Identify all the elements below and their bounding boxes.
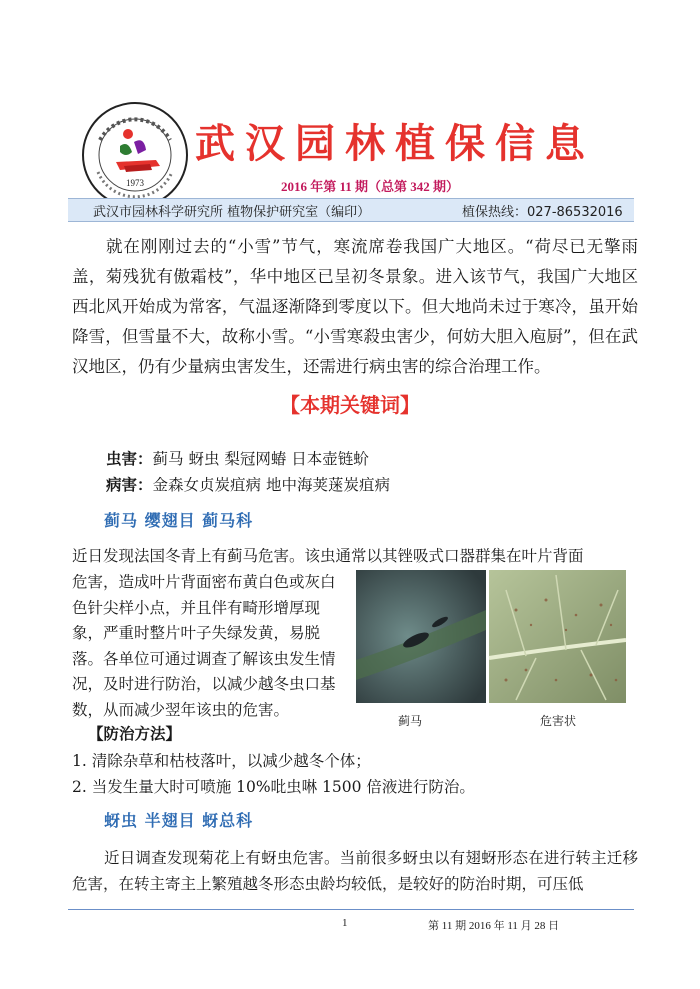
disease-keywords <box>106 473 390 495</box>
page-number: 1 <box>342 917 348 929</box>
disease-items: 金森女贞炭疽病 地中海荚蒾炭疽病 <box>152 476 390 494</box>
thrips-photos <box>356 570 626 703</box>
aphid-paragraph: 近日调查发现菊花上有蚜虫危害。当前很多蚜虫以有翅蚜形态在进行转主迁移危害，在转主寄主上繁殖越冬形态虫龄均较低，是较好的防治时期，可压低 <box>72 849 638 893</box>
footer-divider <box>68 909 634 910</box>
intro-paragraph: 就在刚刚过去的“小雪”节气，寒流席卷我国广大地区。“荷尽已无擎雨盖，菊残犹有傲霜枝”，华中地区已呈初冬景象。进入该节气，我国广大地区西北风开始成为常客，气温逐渐降到零度以下。但大地尚未过于寒冷，虽开始降雪，但雪量不大，故称小雪。“小雪寒殺虫害少，何妨大胆入庖厨”，但在武汉地区，仍有少量病虫害发生，还需进行病虫害的综合治理工作。 <box>72 237 638 376</box>
publisher-info: 武汉市园林科学研究所 植物保护研究室（编印） <box>93 205 371 220</box>
pest-keywords <box>106 447 369 469</box>
keywords-heading: 【本期关键词】 <box>280 393 420 417</box>
section-heading-thrips: 蓟马 缨翅目 蓟马科 <box>104 511 254 530</box>
footer-date: 第 11 期 2016 年 11 月 28 日 <box>428 920 560 932</box>
pest-items: 蓟马 蚜虫 梨冠网蝽 日本壶链蚧 <box>152 450 369 468</box>
control-method-heading: 【防治方法】 <box>88 724 182 743</box>
page-title: 武汉园林植保信息 <box>195 120 595 167</box>
control-method-1: 1. 清除杂草和枯枝落叶，以减少越冬个体； <box>72 752 371 770</box>
caption-damage: 危害状 <box>540 714 577 728</box>
disease-label: 病害： <box>106 475 153 494</box>
issue-number: 2016 年第 11 期（总第 342 期） <box>280 179 460 194</box>
institute-logo <box>80 100 190 210</box>
hotline-info: 植保热线：027-86532016 <box>462 205 623 220</box>
thrips-first-line: 近日发现法国冬青上有蓟马危害。该虫通常以其锉吸式口器群集在叶片背面 <box>72 547 584 565</box>
pest-label: 虫害： <box>106 449 153 468</box>
section-heading-aphid: 蚜虫 半翅目 蚜总科 <box>104 811 254 830</box>
control-method-2: 2. 当发生量大时可喷施 10%吡虫啉 1500 倍液进行防治。 <box>72 778 475 796</box>
thrips-paragraph: 危害，造成叶片背面密布黄白色或灰白色针尖样小点，并且伴有畸形增厚现象，严重时整片叶子失绿发黄，易脱落。各单位可通过调查了解该虫发生情况，及时进行防治，以减少越冬虫口基数，从而减少翌年该虫的危害。 <box>72 573 336 719</box>
logo-year: 1973 <box>126 178 144 188</box>
caption-thrips: 蓟马 <box>398 714 423 728</box>
